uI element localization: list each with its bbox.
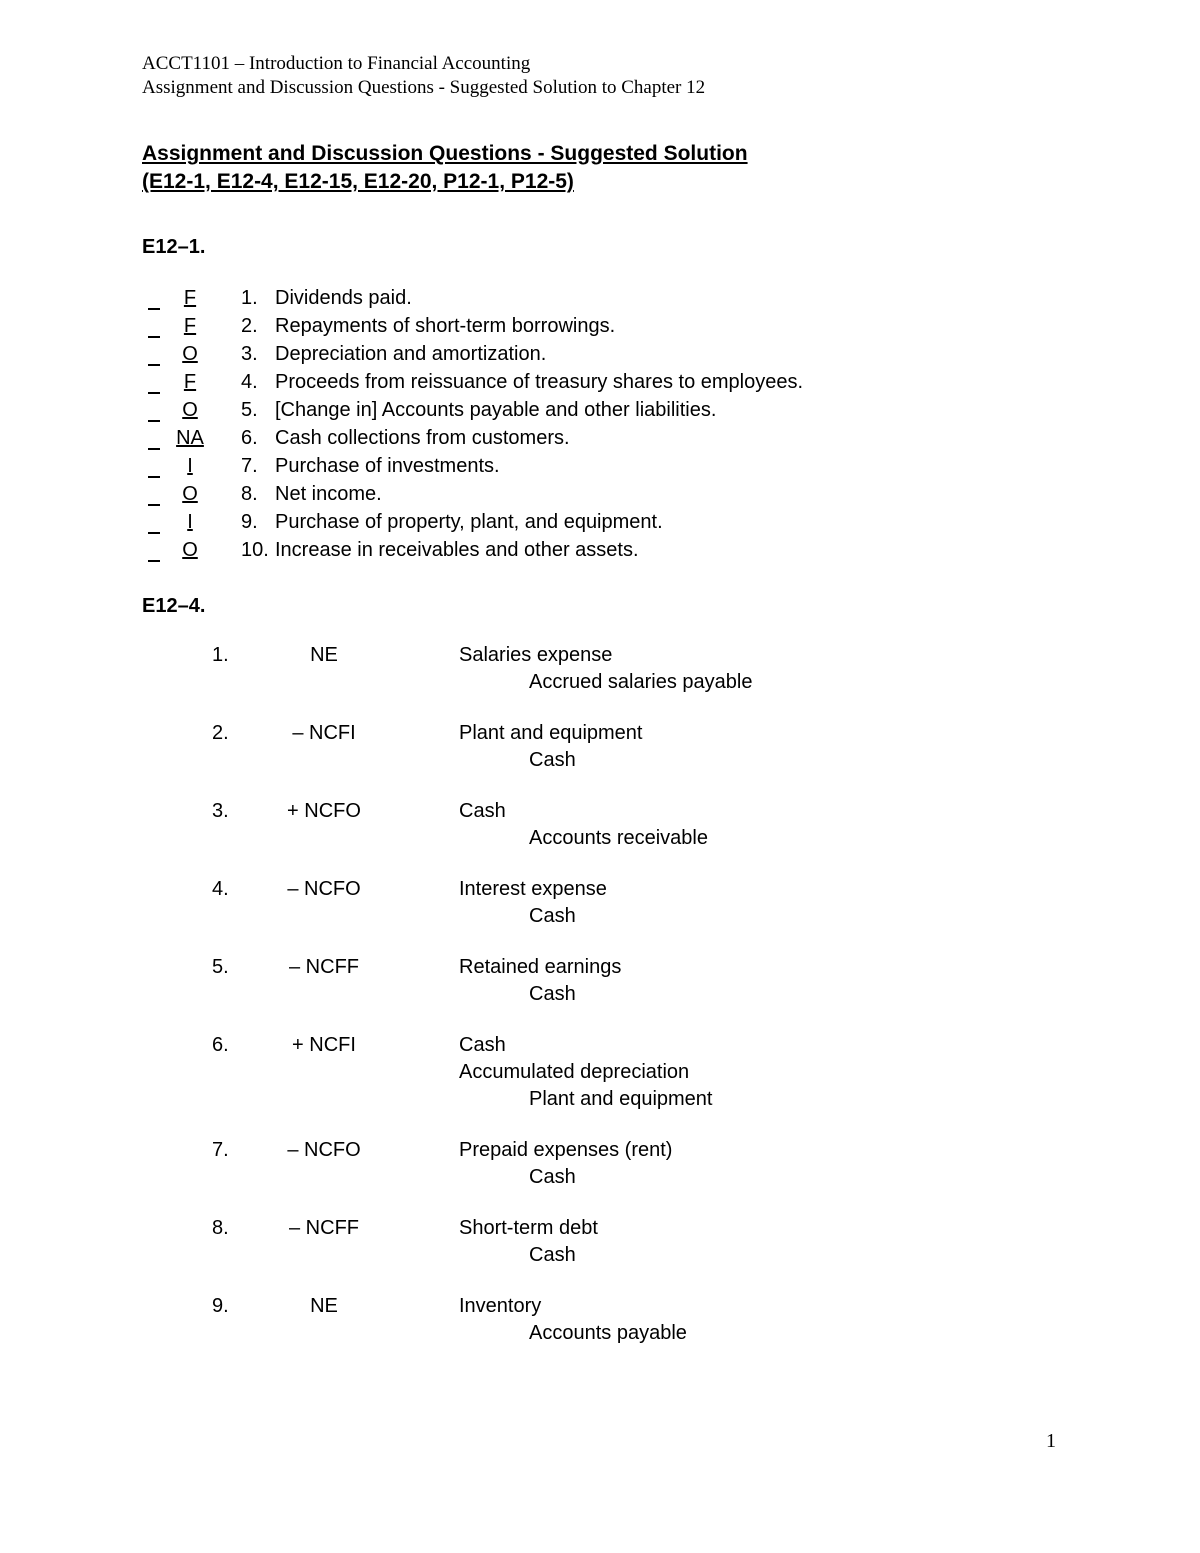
credit-account: Accounts receivable (529, 827, 708, 849)
debit-account: Salaries expense (459, 644, 613, 666)
item-text: Increase in receivables and other assets. (275, 539, 639, 561)
debit-account: Retained earnings (459, 956, 622, 978)
answer-blank-line (148, 508, 160, 536)
cash-flow-effect: NE (310, 1295, 338, 1317)
cash-flow-effect: – NCFF (289, 956, 359, 978)
debit-account: Interest expense (459, 878, 607, 900)
cash-flow-effect: – NCFO (287, 1139, 361, 1161)
debit-account: Inventory (459, 1295, 542, 1317)
credit-account: Cash (529, 983, 576, 1005)
page-number: 1 (1046, 1430, 1056, 1452)
credit-account: Cash (529, 749, 576, 771)
list-item (0, 340, 1200, 368)
answer-blank-line (148, 396, 160, 424)
entry-number: 1. (212, 644, 229, 666)
entry-number: 8. (212, 1217, 229, 1239)
item-number: 10. (241, 539, 269, 561)
answer-blank-line (148, 312, 160, 340)
item-text: [Change in] Accounts payable and other liabilities. (275, 399, 717, 421)
classification-answer: I (187, 511, 193, 533)
answer-blank-line (148, 452, 160, 480)
journal-entry (0, 876, 1200, 930)
answer-blank-line (148, 284, 160, 312)
credit-account: Cash (529, 1166, 576, 1188)
classification-answer: I (187, 455, 193, 477)
answer-blank-line (148, 368, 160, 396)
debit-account: Accumulated depreciation (459, 1061, 690, 1083)
item-text: Net income. (275, 483, 382, 505)
entry-number: 3. (212, 800, 229, 822)
list-item (0, 536, 1200, 564)
item-text: Repayments of short-term borrowings. (275, 315, 616, 337)
item-number: 4. (241, 371, 258, 393)
list-item (0, 312, 1200, 340)
journal-entry (0, 1137, 1200, 1191)
journal-entry (0, 1032, 1200, 1113)
list-item (0, 368, 1200, 396)
credit-account: Accounts payable (529, 1322, 687, 1344)
journal-entry (0, 1293, 1200, 1347)
journal-entry (0, 954, 1200, 1008)
journal-entry (0, 642, 1200, 696)
classification-answer: F (183, 371, 197, 393)
list-item (0, 396, 1200, 424)
credit-account: Plant and equipment (529, 1088, 713, 1110)
item-number: 6. (241, 427, 258, 449)
item-text: Proceeds from reissuance of treasury shares to employees. (275, 371, 804, 393)
document-title: Assignment and Discussion Questions - Suggested Solution (142, 142, 748, 165)
answer-blank-line (148, 536, 160, 564)
item-number: 2. (241, 315, 258, 337)
debit-account: Plant and equipment (459, 722, 643, 744)
classification-answer: F (183, 315, 197, 337)
credit-account: Cash (529, 905, 576, 927)
entry-number: 9. (212, 1295, 229, 1317)
section-heading-e12-4: E12–4. (142, 595, 206, 617)
journal-entry (0, 798, 1200, 852)
list-item (0, 508, 1200, 536)
item-number: 8. (241, 483, 258, 505)
answer-blank-line (148, 480, 160, 508)
list-item (0, 452, 1200, 480)
cash-flow-effect: + NCFI (292, 1034, 356, 1056)
list-item (0, 424, 1200, 452)
list-item (0, 284, 1200, 312)
section-heading-e12-1: E12–1. (142, 236, 206, 258)
classification-answer: O (182, 483, 198, 505)
list-item (0, 480, 1200, 508)
item-text: Dividends paid. (275, 287, 412, 309)
cash-flow-effect: – NCFI (292, 722, 356, 744)
cash-flow-effect: – NCFF (289, 1217, 359, 1239)
debit-account: Short-term debt (459, 1217, 598, 1239)
answer-blank-line (148, 424, 160, 452)
debit-account: Cash (459, 800, 506, 822)
item-number: 1. (241, 287, 258, 309)
debit-account: Cash (459, 1034, 506, 1056)
answer-blank-line (148, 340, 160, 368)
header-subtitle: Assignment and Discussion Questions - Suggested Solution to Chapter 12 (142, 77, 706, 98)
item-number: 3. (241, 343, 258, 365)
credit-account: Accrued salaries payable (529, 671, 753, 693)
item-number: 7. (241, 455, 258, 477)
item-text: Cash collections from customers. (275, 427, 570, 449)
item-number: 9. (241, 511, 258, 533)
document-title-exercises: (E12-1, E12-4, E12-15, E12-20, P12-1, P12-5) (142, 170, 574, 193)
journal-entry (0, 1215, 1200, 1269)
credit-account: Cash (529, 1244, 576, 1266)
item-text: Purchase of investments. (275, 455, 500, 477)
journal-entry (0, 720, 1200, 774)
classification-answer: F (183, 287, 197, 309)
item-text: Depreciation and amortization. (275, 343, 547, 365)
cash-flow-effect: – NCFO (287, 878, 361, 900)
entry-number: 4. (212, 878, 229, 900)
item-number: 5. (241, 399, 258, 421)
entry-number: 6. (212, 1034, 229, 1056)
cash-flow-effect: + NCFO (287, 800, 361, 822)
classification-answer: O (182, 343, 198, 365)
header-course: ACCT1101 – Introduction to Financial Accounting (142, 53, 531, 74)
classification-answer: O (182, 399, 198, 421)
entry-number: 5. (212, 956, 229, 978)
item-text: Purchase of property, plant, and equipment. (275, 511, 663, 533)
classification-answer: NA (176, 427, 204, 449)
cash-flow-effect: NE (310, 644, 338, 666)
debit-account: Prepaid expenses (rent) (459, 1139, 673, 1161)
entry-number: 2. (212, 722, 229, 744)
entry-number: 7. (212, 1139, 229, 1161)
classification-answer: O (182, 539, 198, 561)
